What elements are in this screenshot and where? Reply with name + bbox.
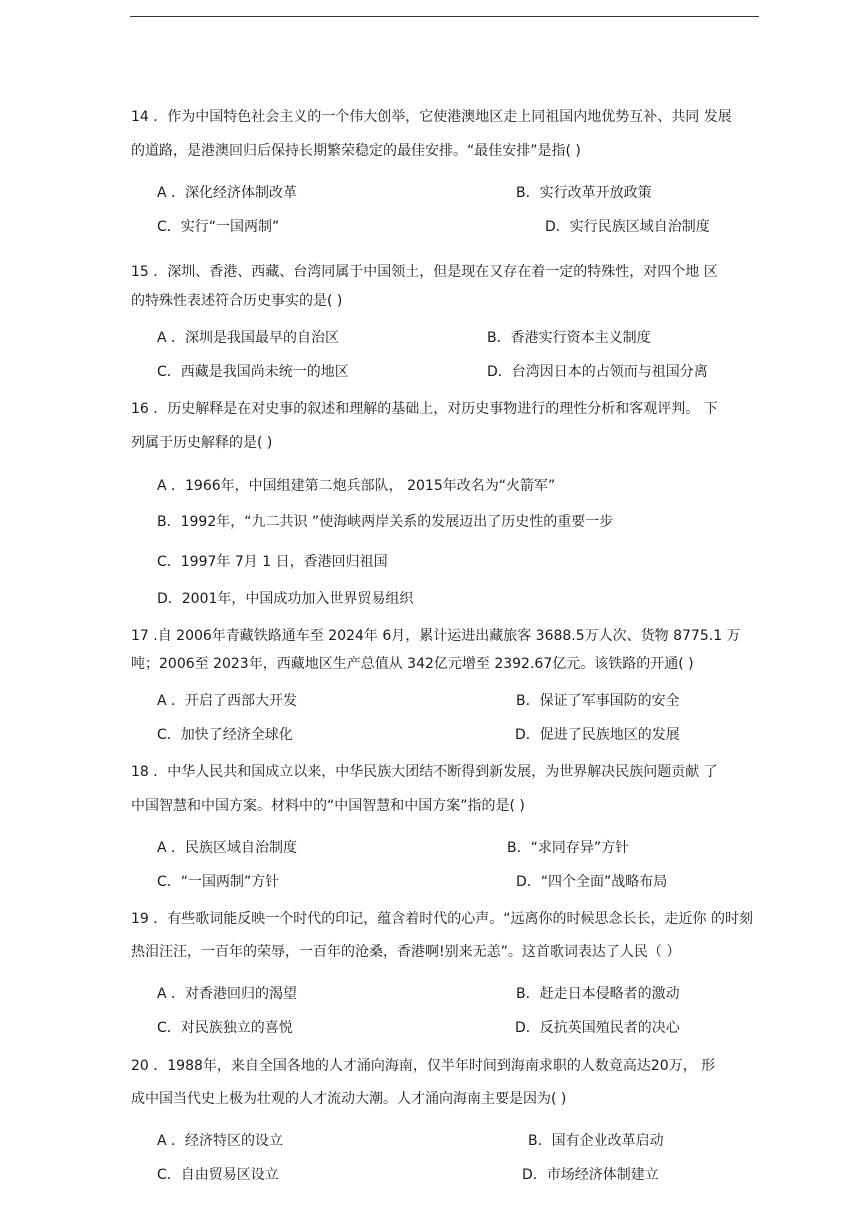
q14-option-b: B．实行改革开放政策 xyxy=(516,185,652,201)
q14-stem-line2: 的道路，是港澳回归后保持长期繁荣稳定的最佳安排。“最佳安排”是指( ) xyxy=(131,143,581,159)
q18-option-d: D．“四个全面”战略布局 xyxy=(516,874,668,890)
q18-option-c: C．“一国两制”方针 xyxy=(157,874,280,890)
q14-option-c: C．实行“一国两制” xyxy=(157,219,280,235)
q14-option-d: D．实行民族区域自治制度 xyxy=(545,219,710,235)
q20-stem-line1: 20 ．1988年，来自全国各地的人才涌向海南，仅半年时间到海南求职的人数竟高达20万， 形 xyxy=(131,1058,716,1074)
q20-option-c: C．自由贸易区设立 xyxy=(157,1167,279,1183)
q18-stem-line2: 中国智慧和中国方案。材料中的“中国智慧和中国方案”指的是( ) xyxy=(131,798,525,814)
q14-stem-line1: 14 ．作为中国特色社会主义的一个伟大创举，它使港澳地区走上同祖国内地优势互补、共同 发展 xyxy=(131,109,732,125)
q20-option-d: D．市场经济体制建立 xyxy=(522,1167,659,1183)
q17-stem-line2: 吨；2006至 2023年，西藏地区生产总值从 342亿元增至 2392.67亿元。该铁路的开通( ) xyxy=(131,656,694,672)
q17-stem-line1: 17 .自 2006年青藏铁路通车至 2024年 6月，累计运进出藏旅客 3688.5万人次、货物 8775.1 万 xyxy=(131,628,741,644)
q18-option-a: A ．民族区域自治制度 xyxy=(157,840,298,856)
q18-option-b: B．“求同存异”方针 xyxy=(507,840,630,856)
q20-option-b: B．国有企业改革启动 xyxy=(528,1133,664,1149)
q17-option-d: D．促进了民族地区的发展 xyxy=(515,727,680,743)
q17-option-c: C．加快了经济全球化 xyxy=(157,727,293,743)
q16-option-d: D．2001年，中国成功加入世界贸易组织 xyxy=(157,591,414,607)
q16-option-a: A ．1966年，中国组建第二炮兵部队， 2015年改名为“火箭军” xyxy=(157,478,556,494)
q19-stem-line2: 热泪汪汪，一百年的荣辱，一百年的沧桑，香港啊!别来无恙”。这首歌词表达了人民（ ） xyxy=(131,944,681,960)
q19-option-d: D．反抗英国殖民者的决心 xyxy=(515,1020,680,1036)
q19-option-c: C．对民族独立的喜悦 xyxy=(157,1020,293,1036)
q14-option-a: A ．深化经济体制改革 xyxy=(157,185,298,201)
header-rule xyxy=(130,16,759,17)
q19-stem-line1: 19 ．有些歌词能反映一个时代的印记，蕴含着时代的心声。“远离你的时候思念长长，走近你 的时刻 xyxy=(131,911,753,927)
q15-stem-line1: 15 ．深圳、香港、西藏、台湾同属于中国领土，但是现在又存在着一定的特殊性，对四个地 区 xyxy=(131,264,718,280)
q18-stem-line1: 18 ．中华人民共和国成立以来，中华民族大团结不断得到新发展，为世界解决民族问题贡献 了 xyxy=(131,764,718,780)
q15-option-c: C．西藏是我国尚未统一的地区 xyxy=(157,364,349,380)
q15-option-b: B．香港实行资本主义制度 xyxy=(487,330,651,346)
q17-option-b: B．保证了军事国防的安全 xyxy=(516,693,680,709)
q15-stem-line2: 的特殊性表述符合历史事实的是( ) xyxy=(131,293,343,309)
q19-option-a: A ．对香港回归的渴望 xyxy=(157,986,298,1002)
q16-option-c: C．1997年 7月 1 日，香港回归祖国 xyxy=(157,554,388,570)
q16-option-b: B．1992年，“九二共识 ”使海峡两岸关系的发展迈出了历史性的重要一步 xyxy=(157,514,614,530)
q15-option-d: D．台湾因日本的占领而与祖国分离 xyxy=(487,364,708,380)
q20-stem-line2: 成中国当代史上极为壮观的人才流动大潮。人才涌向海南主要是因为( ) xyxy=(131,1091,567,1107)
q20-option-a: A ．经济特区的设立 xyxy=(157,1133,284,1149)
q16-stem-line1: 16 ．历史解释是在对史事的叙述和理解的基础上，对历史事物进行的理性分析和客观评判。 下 xyxy=(131,401,718,417)
q16-stem-line2: 列属于历史解释的是( ) xyxy=(131,435,273,451)
q17-option-a: A ．开启了西部大开发 xyxy=(157,693,298,709)
q15-option-a: A ．深圳是我国最早的自治区 xyxy=(157,330,340,346)
q19-option-b: B．赶走日本侵略者的激动 xyxy=(516,986,680,1002)
